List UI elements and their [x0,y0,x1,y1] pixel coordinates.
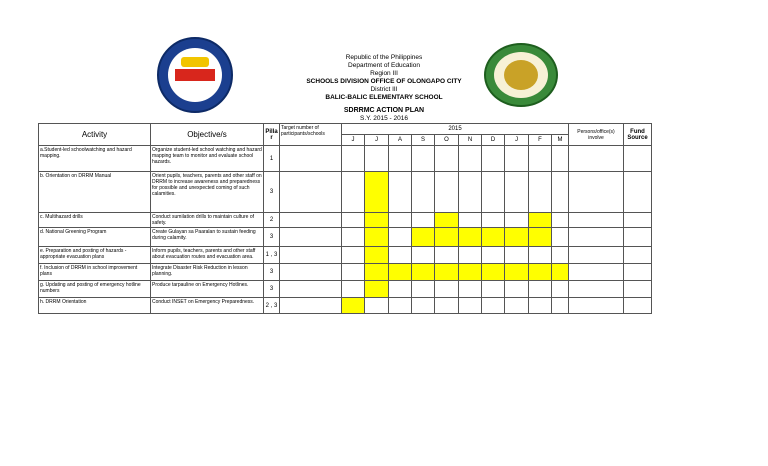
month-cell [505,213,529,228]
activity-cell: c. Multihazard drills [39,213,151,228]
pillar-cell: 2 [264,213,280,228]
month-cell [342,146,365,172]
month-cell [365,146,389,172]
table-row [39,247,652,264]
month-cell [482,281,505,298]
objective-cell: Organize student-led school watching and hazard mapping team to monitor and evaluate school hazards. [151,146,264,172]
col-objectives: Objective/s [151,124,264,146]
fund-cell [624,228,652,247]
month-cell [529,264,552,281]
fund-cell [624,213,652,228]
target-cell [280,264,342,281]
month-cell [342,172,365,213]
month-cell [412,146,435,172]
persons-cell [569,298,624,314]
month-cell [435,264,459,281]
month-cell [389,228,412,247]
month-cell [435,298,459,314]
table-row [39,172,652,213]
col-year: 2015 [342,124,569,135]
table-header-row [39,124,652,135]
month-cell [389,247,412,264]
pillar-cell: 2 , 3 [264,298,280,314]
objective-cell: Orient pupils, teachers, parents and other staff on DRRM to increase awareness and preparedness for possible and unexpected coming of such calamities. [151,172,264,213]
month-j3: J [505,135,529,146]
activity-cell: e. Preparation and posting of hazards - appropriate evacuation plans [39,247,151,264]
month-cell [529,172,552,213]
month-cell [482,228,505,247]
target-cell [280,146,342,172]
objective-cell: Conduct INSET on Emergency Preparedness. [151,298,264,314]
month-cell [482,172,505,213]
table-row [39,213,652,228]
month-cell [552,247,569,264]
target-cell [280,247,342,264]
col-target: Target number of participants/schools [280,124,342,146]
month-cell [552,298,569,314]
activity-cell: h. DRRM Orientation [39,298,151,314]
persons-cell [569,172,624,213]
target-cell [280,298,342,314]
month-cell [552,281,569,298]
target-cell [280,228,342,247]
pillar-cell: 1 , 3 [264,247,280,264]
month-a: A [389,135,412,146]
month-cell [459,264,482,281]
persons-cell [569,281,624,298]
month-j2: J [365,135,389,146]
month-cell [552,146,569,172]
col-persons: Persons/office(s) involve [569,124,624,146]
target-cell [280,281,342,298]
table-row [39,298,652,314]
pillar-cell: 3 [264,264,280,281]
month-cell [412,247,435,264]
pillar-cell: 3 [264,172,280,213]
month-cell [552,264,569,281]
month-cell [412,228,435,247]
month-cell [505,264,529,281]
month-cell [505,172,529,213]
month-cell [505,281,529,298]
activity-cell: g. Updating and posting of emergency hotline numbers [39,281,151,298]
month-cell [365,213,389,228]
month-cell [412,298,435,314]
month-cell [552,228,569,247]
month-cell [435,146,459,172]
activity-cell: b. Orientation on DRRM Manual [39,172,151,213]
activity-cell: a.Student-led schoolwatching and hazard mapping. [39,146,151,172]
month-cell [529,228,552,247]
month-cell [435,213,459,228]
col-pillar: Pilla r [264,124,280,146]
document-header [0,54,768,102]
month-cell [435,228,459,247]
month-cell [505,228,529,247]
month-d: D [482,135,505,146]
month-cell [435,172,459,213]
month-j1: J [342,135,365,146]
header-line-division: SCHOOLS DIVISION OFFICE OF OLONGAPO CITY [306,78,462,85]
month-cell [435,281,459,298]
month-cell [389,281,412,298]
month-cell [412,281,435,298]
month-cell [365,264,389,281]
month-cell [459,281,482,298]
month-cell [505,298,529,314]
month-cell [389,172,412,213]
month-cell [529,213,552,228]
month-cell [365,281,389,298]
pillar-cell: 3 [264,228,280,247]
fund-cell [624,247,652,264]
month-cell [365,298,389,314]
month-cell [412,172,435,213]
fund-cell [624,146,652,172]
pillar-cell: 1 [264,146,280,172]
persons-cell [569,247,624,264]
month-cell [389,213,412,228]
month-cell [459,146,482,172]
month-cell [365,172,389,213]
month-cell [389,146,412,172]
header-line-deped: Department of Education [348,62,420,69]
month-o: O [435,135,459,146]
month-cell [412,213,435,228]
target-cell [280,172,342,213]
month-cell [342,264,365,281]
fund-cell [624,264,652,281]
fund-cell [624,298,652,314]
month-cell [505,247,529,264]
month-cell [459,172,482,213]
month-cell [342,281,365,298]
month-cell [482,213,505,228]
month-cell [342,228,365,247]
pillar-cell: 3 [264,281,280,298]
fund-cell [624,172,652,213]
month-cell [342,247,365,264]
month-cell [529,281,552,298]
plan-title-block [0,107,768,123]
persons-cell [569,146,624,172]
persons-cell [569,264,624,281]
table-row [39,228,652,247]
month-cell [342,213,365,228]
persons-cell [569,213,624,228]
month-cell [412,264,435,281]
month-s: S [412,135,435,146]
month-f: F [529,135,552,146]
month-cell [459,298,482,314]
month-cell [389,264,412,281]
school-year: S.Y. 2015 - 2016 [360,115,408,122]
month-cell [342,298,365,314]
month-cell [459,228,482,247]
objective-cell: Create Gulayan sa Paaralan to sustain feeding during calamity. [151,228,264,247]
objective-cell: Produce tarpauline on Emergency Hotlines. [151,281,264,298]
month-n: N [459,135,482,146]
table-row [39,146,652,172]
month-cell [529,247,552,264]
header-line-district: District III [370,86,398,93]
month-cell [365,228,389,247]
month-cell [365,247,389,264]
month-cell [552,172,569,213]
header-line-school: BALIC-BALIC ELEMENTARY SCHOOL [325,94,443,101]
plan-title: SDRRMC ACTION PLAN [343,107,425,114]
month-cell [459,247,482,264]
fund-cell [624,281,652,298]
activity-cell: d. National Greening Program [39,228,151,247]
col-fund: Fund Source [624,124,652,146]
header-line-republic: Republic of the Philippines [345,54,423,61]
month-cell [482,298,505,314]
table-row [39,281,652,298]
month-cell [435,247,459,264]
col-activity: Activity [39,124,151,146]
month-cell [505,146,529,172]
activity-cell: f. Inclusion of DRRM in school improvement plans [39,264,151,281]
month-cell [459,213,482,228]
month-m: M [552,135,569,146]
month-cell [389,298,412,314]
month-cell [482,247,505,264]
objective-cell: Conduct sumilation drills to maintain culture of safety. [151,213,264,228]
month-cell [529,298,552,314]
header-line-region: Region III [370,70,398,77]
month-cell [482,264,505,281]
target-cell [280,213,342,228]
action-plan-table [38,123,652,314]
table-row [39,264,652,281]
objective-cell: Inform pupils, teachers, parents and other staff about evacuation routes and evacuation area. [151,247,264,264]
month-cell [482,146,505,172]
objective-cell: Integrate Disaster Risk Reduction in lesson planning. [151,264,264,281]
persons-cell [569,228,624,247]
month-cell [552,213,569,228]
month-cell [529,146,552,172]
